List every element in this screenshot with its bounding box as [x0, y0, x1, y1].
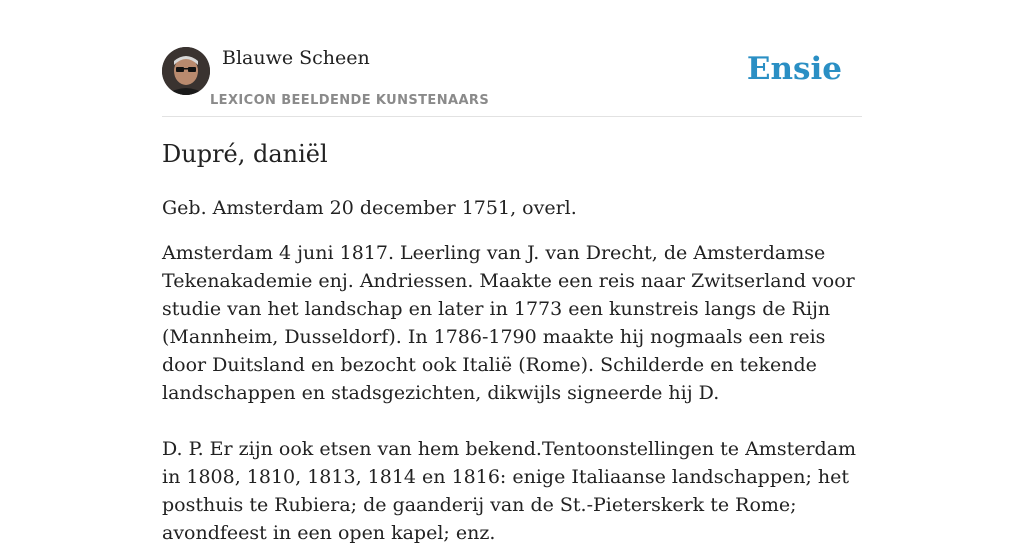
- page-container: [162, 0, 862, 544]
- header: [162, 0, 862, 117]
- article-lead: Geb. Amsterdam 20 december 1751, overl.: [162, 197, 577, 219]
- author-name[interactable]: Blauwe Scheen: [222, 47, 370, 69]
- avatar[interactable]: [162, 47, 210, 95]
- source-label[interactable]: LEXICON BEELDENDE KUNSTENAARS: [210, 93, 490, 108]
- ensie-logo[interactable]: Ensie: [746, 51, 842, 87]
- article-paragraph: Amsterdam 4 juni 1817. Leerling van J. van Drecht, de Amsterdamse Tekenakademie enj. Andriessen. Maakte een reis naar Zwitserland voor studie van het landschap en later in 1773 een kunstreis langs de Rijn (Mannheim, Dusseldorf). In 1786-1790 maakte hij nogmaals een reis door Duitsland en bezocht ook Italië (Rome). Schilderde en tekende landschappen en stadsgezichten, dikwijls signeerde hij D.: [162, 242, 855, 404]
- page-title: Dupré, daniël: [162, 140, 328, 168]
- article-paragraph: D. P. Er zijn ook etsen van hem bekend.Tentoonstellingen te Amsterdam in 1808, 1810, 1813, 1814 en 1816: enige Italiaanse landschappen; het posthuis te Rubiera; de gaanderij van de St.-Pieterskerk te Rome; avondfeest in een open kapel; enz.: [162, 438, 857, 544]
- article-body: [162, 239, 862, 547]
- avatar-portrait-icon: [162, 47, 210, 95]
